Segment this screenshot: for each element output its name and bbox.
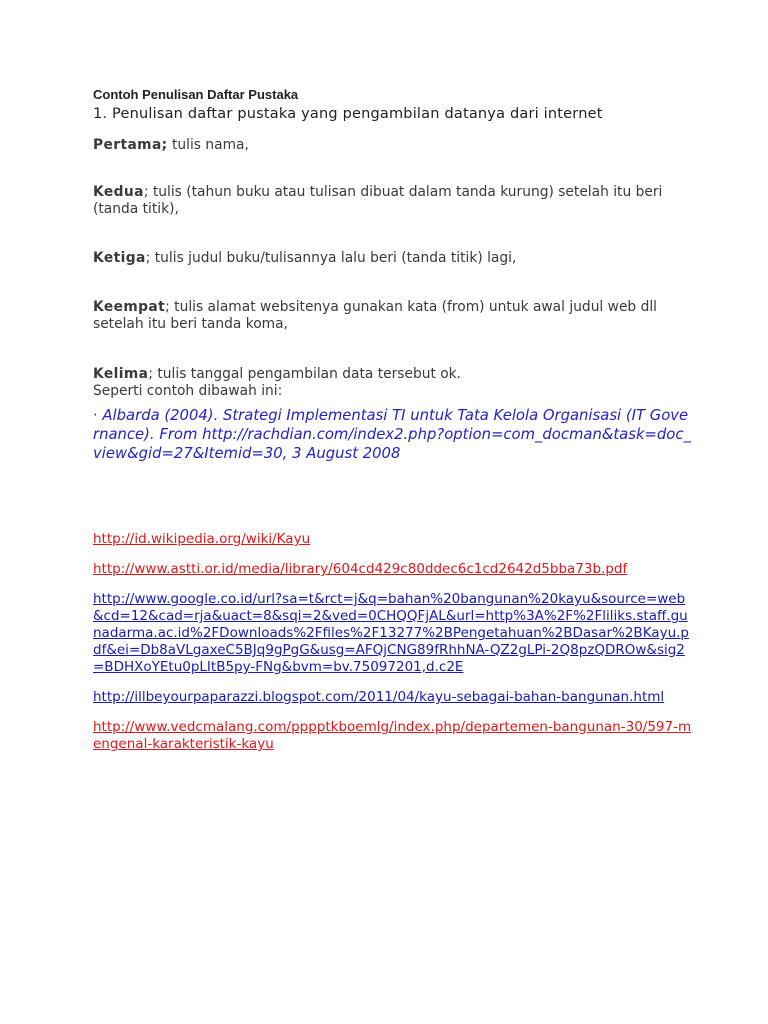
step-text: ; tulis tanggal pengambilan data tersebut ok.: [148, 366, 462, 382]
citation-text: Albarda (2004). Strategi Implementasi TI untuk Tata Kelola Organisasi (IT Governance). From http://rachdian.com/index2.php?option=com_docman&task=doc_view&gid=27&Itemid=30, 3 August 2008: [93, 407, 691, 462]
reference-link-wikipedia[interactable]: http://id.wikipedia.org/wiki/Kayu: [93, 531, 311, 547]
example-intro: Seperti contoh dibawah ini:: [93, 383, 283, 399]
step-keyword: Ketiga: [93, 250, 146, 266]
step-keyword: Kelima: [93, 366, 149, 382]
step-keyword: Keempat: [93, 299, 166, 315]
document-page: [93, 86, 692, 753]
step-text: tulis nama,: [167, 137, 249, 153]
reference-link-google[interactable]: http://www.google.co.id/url?sa=t&rct=j&q=bahan%20bangunan%20kayu&source=web&cd=12&cad=rja&uact=8&sqi=2&ved=0CHQQFjAL&url=http%3A%2F%2Fliliks.staff.gunadarma.ac.id%2FDownloads%2Ffiles%2F13277%2BPengetahuan%2BDasar%2BKayu.pdf&ei=Db8aVLgaxeC5BJq9gPgG&usg=AFQjCNG89fRhhNA-QZ2gLPi-2Q8pzQDROw&sig2=BDHXoYEtu0pLItB5py-FNg&bvm=bv.75097201,d.c2E: [93, 591, 689, 675]
step-text: ; tulis (tahun buku atau tulisan dibuat dalam tanda kurung) setelah itu beri (tanda titik),: [93, 184, 663, 217]
step-pertama: [93, 137, 683, 154]
reference-link-blogspot[interactable]: http://illbeyourpaparazzi.blogspot.com/2011/04/kayu-sebagai-bahan-bangunan.html: [93, 689, 665, 705]
step-text: ; tulis judul buku/tulisannya lalu beri (tanda titik) lagi,: [145, 250, 517, 266]
step-keempat: [93, 299, 683, 333]
example-citation: [93, 406, 693, 463]
reference-link-vedcmalang[interactable]: http://www.vedcmalang.com/pppptkboemlg/index.php/departemen-bangunan-30/597-mengenal-karakteristik-kayu: [93, 719, 692, 752]
step-kelima: [93, 366, 683, 383]
bullet-glyph: ·: [93, 407, 103, 424]
reference-link-astti[interactable]: http://www.astti.or.id/media/library/604cd429c80ddec6c1cd2642d5bba73b.pdf: [93, 561, 628, 577]
section-heading: 1. Penulisan daftar pustaka yang pengambilan datanya dari internet: [93, 106, 603, 122]
step-keyword: Kedua: [93, 184, 144, 200]
step-ketiga: [93, 250, 683, 267]
step-kedua: [93, 184, 683, 218]
reference-links: [93, 531, 692, 753]
step-text: ; tulis alamat websitenya gunakan kata (from) untuk awal judul web dll setelah itu beri tanda koma,: [93, 299, 657, 332]
step-keyword: Pertama;: [93, 137, 168, 153]
document-title: Contoh Penulisan Daftar Pustaka: [93, 87, 299, 102]
